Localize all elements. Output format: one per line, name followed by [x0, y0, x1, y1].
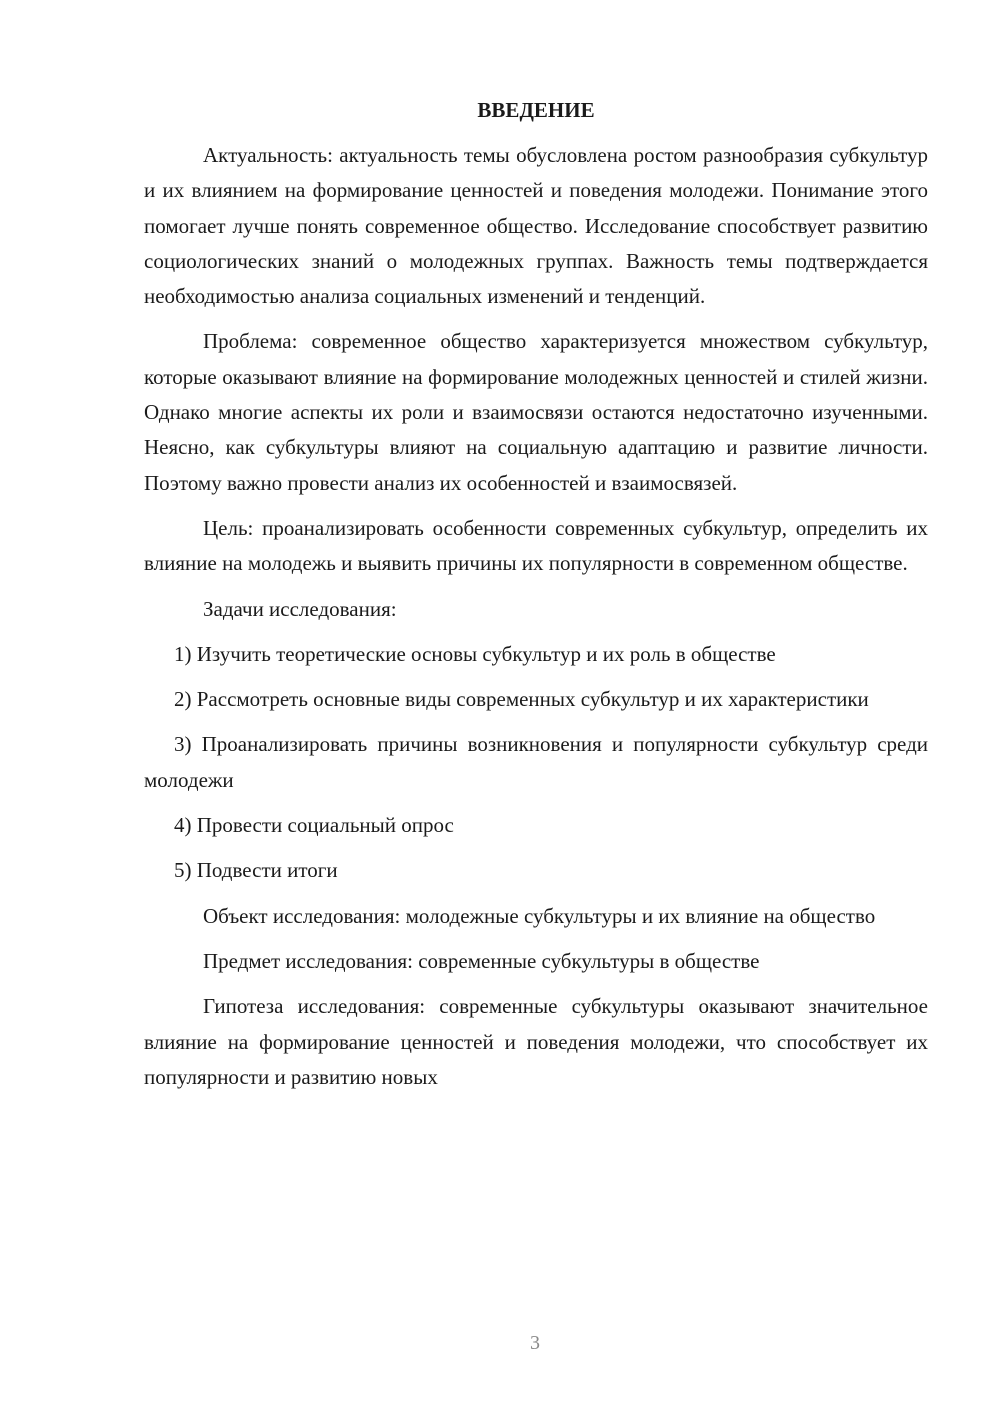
task-item-5: 5) Подвести итоги — [174, 858, 338, 883]
object-paragraph: Объект исследования: молодежные субкультуры и их влияние на общество — [203, 903, 876, 928]
problem-paragraph: Проблема: современное общество характеризуется множеством субкультур, которые оказывают влияние на формирование молодежных ценностей и стилей жизни. Однако многие аспекты их роли и взаимосвязи остаются недостаточно изученными. Неясно, как субкультуры влияют на социальную адаптацию и развитие личности. Поэтому важно провести анализ их особенностей и взаимосвязей. — [144, 329, 928, 495]
page-number: 3 — [530, 1332, 540, 1354]
document-body — [144, 93, 928, 1105]
hypothesis-paragraph: Гипотеза исследования: современные субкультуры оказывают значительное влияние на формирование ценностей и поведения молодежи, что способствует их популярности и развитию новых — [144, 994, 928, 1089]
section-heading: ВВЕДЕНИЕ — [477, 98, 595, 122]
task-item-1: 1) Изучить теоретические основы субкультур и их роль в обществе — [174, 641, 776, 666]
task-item-3: 3) Проанализировать причины возникновения и популярности субкультур среди молодежи — [144, 732, 928, 792]
task-item-4: 4) Провести социальный опрос — [174, 813, 454, 838]
tasks-heading: Задачи исследования: — [203, 596, 397, 621]
task-item-2: 2) Рассмотреть основные виды современных субкультур и их характеристики — [174, 687, 869, 712]
goal-paragraph: Цель: проанализировать особенности современных субкультур, определить их влияние на молодежь и выявить причины их популярности в современном обществе. — [144, 515, 928, 576]
subject-paragraph: Предмет исследования: современные субкультуры в обществе — [203, 948, 760, 973]
relevance-paragraph: Актуальность: актуальность темы обусловлена ростом разнообразия субкультур и их влиянием на формирование ценностей и поведения молодежи. Понимание этого помогает лучше понять современное общество. Исследование способствует развитию социологических знаний о молодежных группах. Важность темы подтверждается необходимостью анализа социальных изменений и тенденций. — [144, 143, 928, 309]
